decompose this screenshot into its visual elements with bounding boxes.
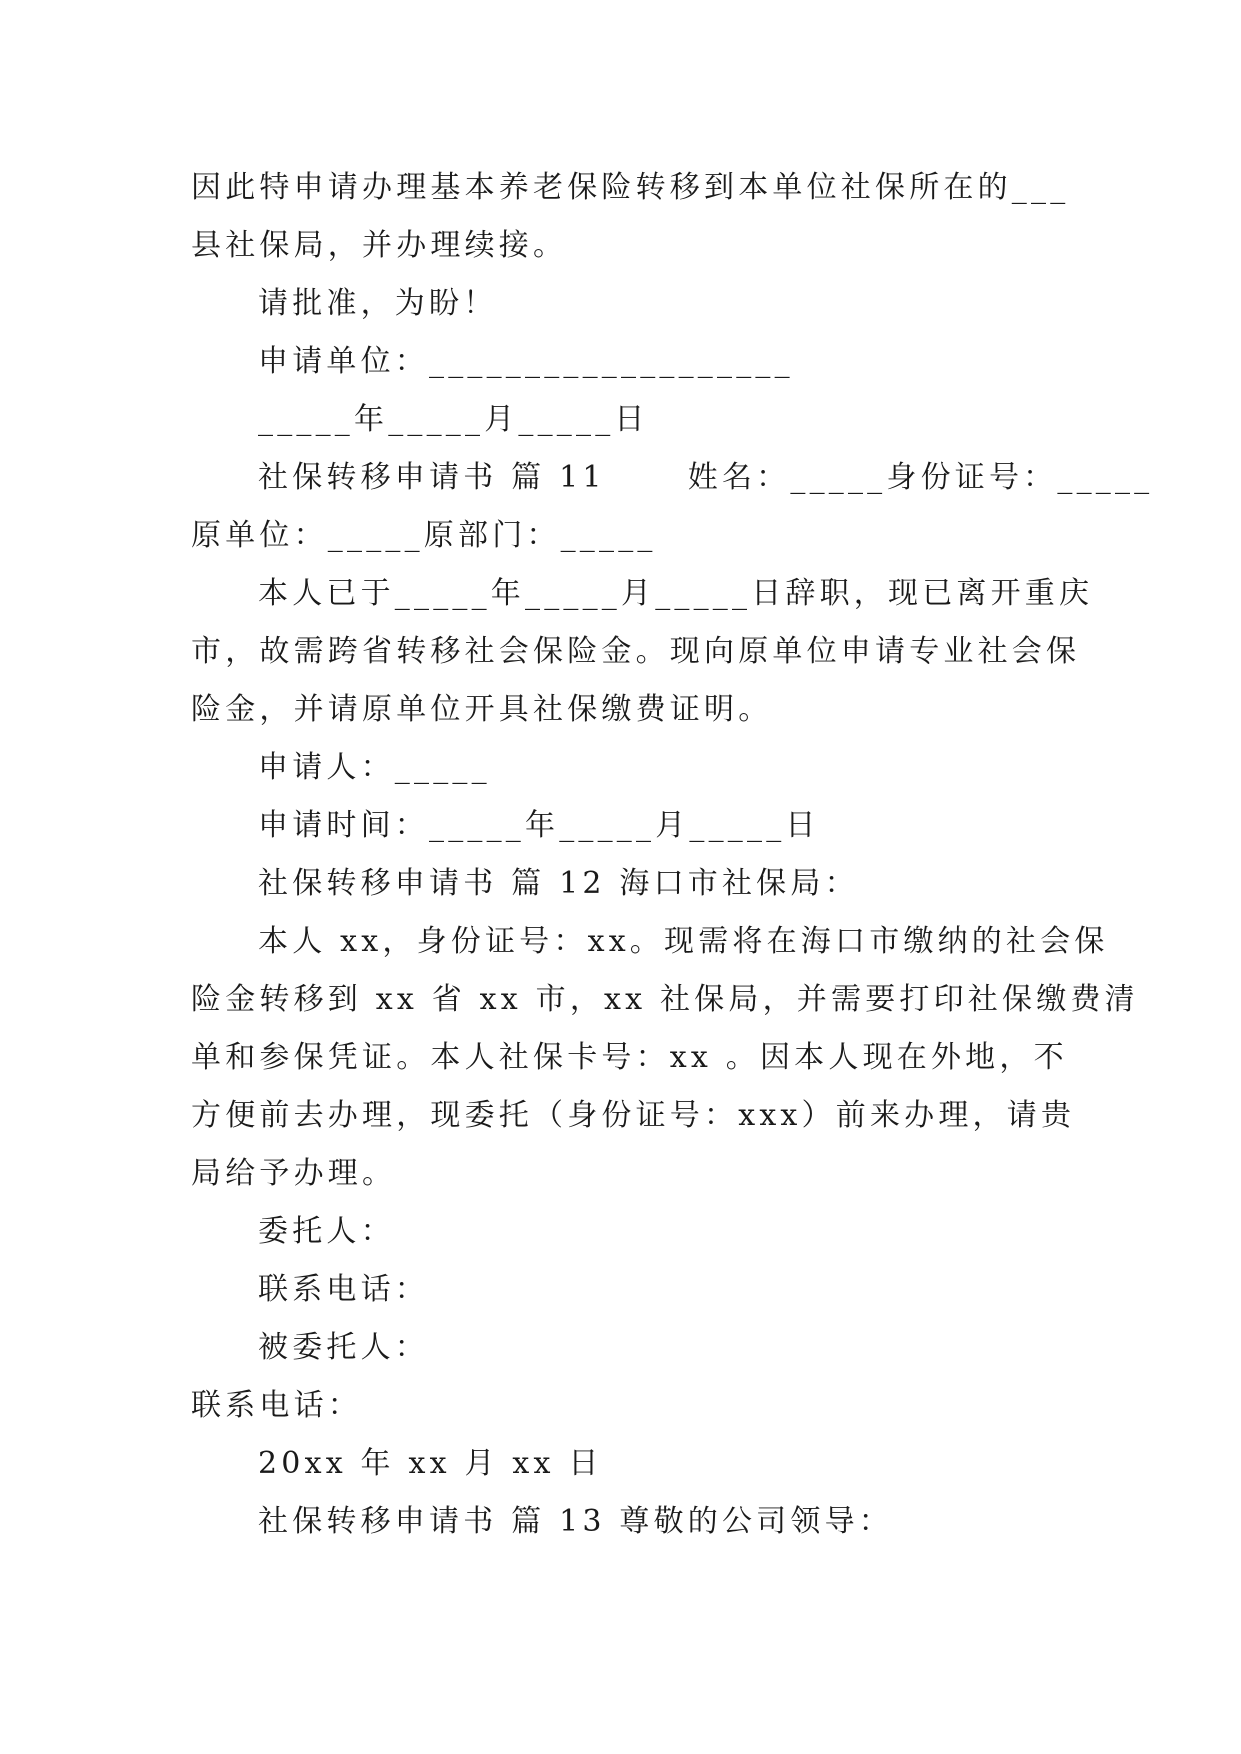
- text-line: 社保转移申请书 篇 12 海口市社保局：: [258, 866, 859, 901]
- text-line: 单和参保凭证。本人社保卡号：xx 。因本人现在外地，不: [191, 1040, 1068, 1075]
- text-line: 被委托人：: [258, 1330, 429, 1365]
- text-line: 请批准，为盼！: [258, 286, 498, 321]
- text-line: 县社保局，并办理续接。: [191, 228, 568, 263]
- text-line: 社保转移申请书 篇 13 尊敬的公司领导：: [258, 1504, 893, 1539]
- text-line: 险金，并请原单位开具社保缴费证明。: [191, 692, 773, 727]
- text-line: 因此特申请办理基本养老保险转移到本单位社保所在的___: [191, 170, 1070, 205]
- text-line: 申请单位：___________________: [258, 344, 794, 379]
- text-line: 申请人：_____: [258, 750, 491, 785]
- text-line: 本人已于_____年_____月_____日辞职，现已离开重庆: [258, 576, 1094, 611]
- text-line: 联系电话：: [191, 1388, 362, 1423]
- text-line: 联系电话：: [258, 1272, 429, 1307]
- text-line: 社保转移申请书 篇 11 姓名：_____身份证号：_____: [258, 460, 1154, 495]
- text-line: 申请时间：_____年_____月_____日: [258, 808, 820, 843]
- text-line: _____年_____月_____日: [258, 402, 649, 437]
- text-line: 20xx 年 xx 月 xx 日: [258, 1446, 603, 1481]
- text-line: 本人 xx，身份证号：xx。现需将在海口市缴纳的社会保: [258, 924, 1109, 959]
- text-line: 市，故需跨省转移社会保险金。现向原单位申请专业社会保: [191, 634, 1081, 669]
- text-line: 险金转移到 xx 省 xx 市，xx 社保局，并需要打印社保缴费清: [191, 982, 1139, 1017]
- text-line: 原单位：_____原部门：_____: [191, 518, 657, 553]
- text-line: 局给予办理。: [191, 1156, 397, 1191]
- text-line: 方便前去办理，现委托（身份证号：xxx）前来办理，请贵: [191, 1098, 1076, 1133]
- text-line: 委托人：: [258, 1214, 395, 1249]
